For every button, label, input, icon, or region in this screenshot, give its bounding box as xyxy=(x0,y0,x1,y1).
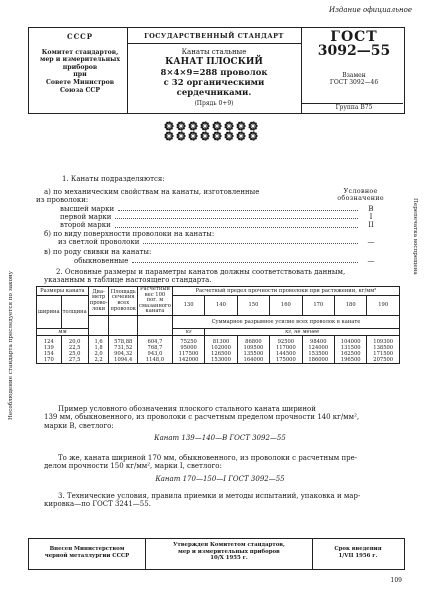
grade-label: высшей марки xyxy=(60,205,115,213)
rope-strand xyxy=(165,121,174,130)
issuing-organization: СССР Комитет стандартов, мер и измерительных приборов при Совете Министров Союза ССР xyxy=(34,33,126,94)
section-2: 2. Основные размеры и параметры канатов должны соответствовать данным, указанным в таблице настоящего стандарта. xyxy=(44,268,346,285)
col-header-diameter: Диа-метр прово-локи xyxy=(88,287,109,316)
section-3: 3. Технические условия, правила приемки и методы испытаний, упаковка и мар- кировка—по ГОСТ 3241—55. xyxy=(44,492,361,509)
grade-code: I xyxy=(369,213,373,222)
col-header-width: ширина xyxy=(37,296,62,329)
replaces-label: Взамен ГОСТ 3092—46 xyxy=(329,72,379,86)
rope-strand xyxy=(237,131,246,140)
col-header-calc-strength: Расчетный предел прочности проволоки при растяжении, кг/мм² xyxy=(172,287,399,296)
designation-example-1: Пример условного обозначения плоского стального каната шириной 139 мм, обыкновенного, из проволоки с расчетным пределом прочности 140 кг/мм², марки В, светлого: Канат 139—140—В ГОСТ 3092—55 xyxy=(44,405,396,443)
section-1b: б) по виду поверхности проволоки на канаты: из светлой проволоки — в) по роду свивки на канаты: обыкновенные — xyxy=(44,230,375,265)
strength-value: 170 xyxy=(302,296,334,316)
rope-strand xyxy=(177,131,186,140)
strength-value: 180 xyxy=(334,296,366,316)
unit-kg-min: кг, не менее xyxy=(205,328,400,335)
strength-value: 130 xyxy=(172,296,204,316)
strength-value: 150 xyxy=(237,296,269,316)
col-header-weight: Расчетный вес 100 пог. м смазанного каната xyxy=(139,286,171,315)
legend-header: Условное обозначение xyxy=(337,187,384,203)
section-1: 1. Канаты подразделяются: xyxy=(62,175,165,183)
footer-approved-by: Утвержден Комитетом стандартов, мер и измерительных приборов 10/X 1955 г. xyxy=(173,542,285,562)
rope-parameters-table: Размеры каната Диа-метр прово-локи Площадь сечения всех проволок Расчетный вес 100 пог. м смазанного каната Расчетный предел прочности проволоки при растяжении, кг/мм² ширина толщина 130 140 150 160 170 180 190 Суммарное разрывное усилие всех проволок в канате мм кг кг, не менее 124 139 154 170 20,0 22,5 25,0 27,5 1,6 1,8 2,0 2,2 578,88 731,52 904,32 1094,4 604,7 768,7 943,0 1148,0 75250 95000 117500 142000 81300 102000 126500 153000 86800 109500 135500 164000 92500 117000 144500 175000 98400 124000 153500 186000 104000 131500 162500 196500 109300 138500 171500 207500 xyxy=(36,286,400,364)
section-1a: а) по механическим свойствам на канаты, изготовленные Условное обозначение из проволоки: xyxy=(36,187,384,205)
rope-strand xyxy=(165,131,174,140)
col-header-total-breaking-force: Суммарное разрывное усилие всех проволок в канате xyxy=(172,315,399,328)
ussr-label: СССР xyxy=(67,32,93,41)
grade-label: второй марки xyxy=(60,221,111,230)
page-number: 109 xyxy=(390,577,402,584)
col-header-area: Площадь сечения всех проволок xyxy=(109,287,138,316)
rope-strand xyxy=(177,121,186,130)
rope-strand xyxy=(213,131,222,140)
rope-strand xyxy=(237,121,246,130)
grade-list xyxy=(60,205,380,230)
side-note-left: Несоблюдение стандарта преследуется по закону xyxy=(8,271,14,420)
rope-strand xyxy=(225,121,234,130)
rope-strand xyxy=(249,121,258,130)
strength-value: 190 xyxy=(367,296,400,316)
document-title: Канаты стальные КАНАТ ПЛОСКИЙ 8×4×9=288 проволок с 32 органическими сердечниками. (Прядь 0+9) xyxy=(160,48,268,107)
group-label: Группа В75 xyxy=(335,104,373,111)
designation-formula-1: Канат 139—140—В ГОСТ 3092—55 xyxy=(154,434,286,443)
rope-strand xyxy=(201,121,210,130)
rope-strand xyxy=(189,131,198,140)
unit-kg: кг xyxy=(172,328,204,335)
rope-strand xyxy=(213,121,222,130)
grade-code: II xyxy=(368,221,374,230)
strength-value: 160 xyxy=(270,296,302,316)
edition-label: Издание официальное xyxy=(328,6,412,14)
rope-strand xyxy=(201,131,210,140)
designation-example-2: То же, каната шириной 170 мм, обыкновенного, из проволоки с расчетным пре- делом прочности 150 кг/мм², марки I, светлого: Канат 170—150—I ГОСТ 3092—55 xyxy=(44,454,396,483)
col-header-thickness: толщина xyxy=(61,296,88,329)
designation-formula-2: Канат 170—150—I ГОСТ 3092—55 xyxy=(155,474,285,483)
rope-strand xyxy=(189,121,198,130)
rope-strand xyxy=(225,131,234,140)
footer-effective-date: Срок введения 1/VII 1956 г. xyxy=(334,546,382,559)
rope-strand xyxy=(249,131,258,140)
strength-value: 140 xyxy=(205,296,237,316)
grade-label: первой марки xyxy=(60,213,112,222)
col-header-dims: Размеры каната xyxy=(37,287,89,296)
gost-number-block: ГОСТ 3092—55 Взамен ГОСТ 3092—46 xyxy=(307,30,401,86)
unit-mm: мм xyxy=(37,328,89,335)
side-note-right: Перепечатка воспрещена xyxy=(412,198,418,275)
grade-code: В xyxy=(368,205,374,213)
standard-title: ГОСУДАРСТВЕННЫЙ СТАНДАРТ xyxy=(144,32,284,40)
footer-submitted-by: Внесен Министерством черной металлургии СССР xyxy=(44,546,130,559)
rope-cross-section-illustration xyxy=(163,121,259,141)
